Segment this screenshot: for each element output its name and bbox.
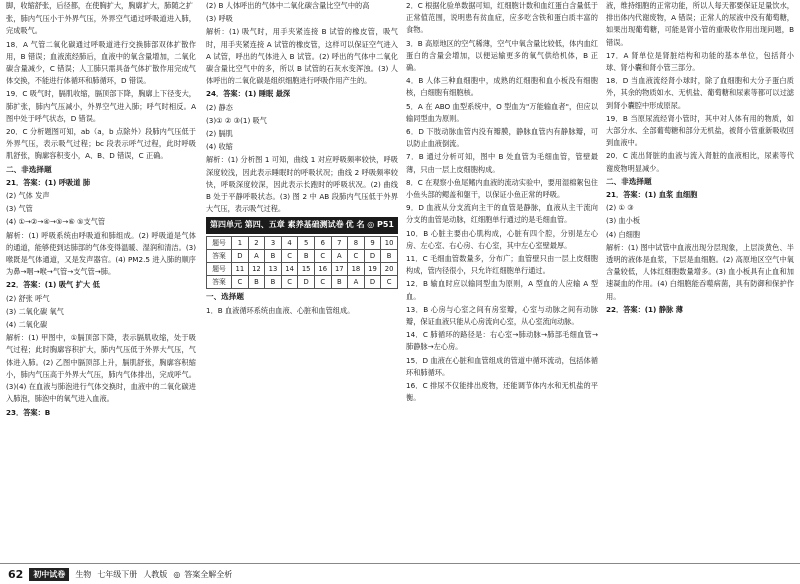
text-line: (2) ① ③ <box>606 203 634 213</box>
text-line: 16．C 排尿不仅能排出废物，还能调节体内水和无机盐的平衡。 <box>406 381 598 403</box>
grid-cell: 20 <box>381 263 398 276</box>
section-heading: 二、非选择题 <box>6 164 52 174</box>
text-line: (2) 气体 发声 <box>6 191 50 201</box>
footer-subject: 生物 <box>75 569 92 579</box>
answer-grid-row <box>207 276 398 289</box>
column-2 <box>206 0 398 562</box>
text-line: 解析：(1) 图中试管中血液出现分层现象，上层淡黄色、半透明的液体是血浆，下层是血细胞。(2) 高原地区空气中氧含量较低，人体红细胞数量增多。(3) 血小板具有止血和加速凝血的作用。(4) 白细胞能吞噬病菌，具有防御和保护作用。 <box>606 242 794 301</box>
text-line: 解析：(1) 分析图 1 可知，曲线 1 对应呼吸频率较快，呼吸深度较浅，因此表示睡眠时的呼吸状况；曲线 2 呼吸频率较快，呼吸深度较深，因此表示长跑时的呼吸状况。(2) 曲线 B 处于平静呼吸状态。(3) 图 2 中 AB 段肺内气压低于外界大气压，表示吸气过程。 <box>206 155 398 214</box>
text-line: 8．C 在观察小鱼尾鳍内血液的流动实验中，要用湿棉絮包住小鱼头部的鳃盖和躯干，以保证小鱼正常的呼吸。 <box>406 177 598 200</box>
answer-grid <box>206 236 398 290</box>
text-line: 张，肺内气压小于外界气压，外界空气通过呼吸道进入肺，完成吸气。 <box>6 14 196 36</box>
text-line: (2) B 人体呼出的气体中二氧化碳含量比空气中的高 <box>206 1 370 10</box>
text-line: (4) 收缩 <box>206 142 233 152</box>
text-line: (3) 呼吸 <box>206 14 233 24</box>
text-line: (3)① ② ③(1) 吸气 <box>206 115 267 125</box>
text-line: (4) ①→②→④→⑤→⑥ ⑤支气管 <box>6 217 106 227</box>
grid-cell: C <box>232 276 249 289</box>
text-line: 13．B 心房与心室之间有房室瓣，心室与动脉之间有动脉瓣，保证血液只能从心房流向心室，从心室流向动脉。 <box>406 304 598 327</box>
text-line: 11．C 毛细血管数量多，分布广；血管壁只由一层上皮细胞构成，管内径很小，只允许红细胞单行通过。 <box>406 254 598 276</box>
text-line: 解析：(1) 甲图中，①膈顶部下降，表示膈肌收缩，处于吸气过程；此时胸廓容积扩大，肺内气压低于外界大气压，气体进入肺。(2) 乙图中膈顶部上升，膈肌舒张，胸廓容积缩小，肺内气压高于外界大气压，肺内气体排出，完成呼气。(3)(4) 在血液与肺泡进行气体交换时，血液中的二氧化碳进入肺泡，肺泡中的氧气进入血液。 <box>6 333 196 404</box>
text-line: 解析：(1) 吸气时，用手夹紧连接 B 试管的橡皮管，吸气时，用手夹紧连接 A 试管的橡皮管，这样可以保证空气进入 A 试管，呼出的气体进入 B 试管。(2) 呼出的气体中二氧化碳含量比空气中的多，所以 B 试管的石灰水变浑浊。(3) 人体呼出的二氧化碳是组织细胞进行呼吸作用产生的。 <box>206 27 398 86</box>
grid-cell: C <box>381 276 398 289</box>
text-line: 解析：(1) 呼吸系统由呼吸道和肺组成。(2) 呼吸道是气体的通道，能够使到达肺部的气体变得温暖、湿润和清洁。(3) 喉既是气体通道，又是发声器官。(4) PM2.5 进入肺的顺序为鼻→咽→喉→气管→支气管→肺。 <box>6 230 196 277</box>
grid-cell: 答案 <box>207 249 232 262</box>
text-line: 脚，收缩舒张，后径都，在使胸扩大，胸廓扩大，肺随之扩 <box>6 1 193 10</box>
answer-grid-row <box>207 236 398 249</box>
grid-cell: 12 <box>248 263 265 276</box>
grid-cell: A <box>331 249 348 262</box>
text-line: (2) 膈肌 <box>206 129 233 139</box>
text-line: 5．A 在 ABO 血型系统中，O 型血为"万能输血者"，但应以输同型血为原则。 <box>406 101 598 123</box>
unit-test-title-bar <box>206 217 398 233</box>
grid-cell: 2 <box>248 236 265 249</box>
grid-cell: D <box>298 276 315 289</box>
grid-cell: B <box>381 249 398 262</box>
text-line: 20．C 流出肾脏的血液与流入肾脏的血液相比，尿素等代谢废物明显减少。 <box>606 151 794 173</box>
grid-cell: B <box>331 276 348 289</box>
text-line: 19．C 吸气时，膈肌收缩，膈顶部下降，胸廓上下径变大，肺扩张，肺内气压减小，外界空气进入肺；呼气时相反。A 图中处于呼气状态，D 错误。 <box>6 89 196 123</box>
grid-cell: 5 <box>298 236 315 249</box>
text-line: 2．C 根据化验单数据可知，红细胞计数和血红蛋白含量低于正常值范围，说明患有贫血症，应多吃含铁和蛋白质丰富的食物。 <box>406 1 598 35</box>
grid-cell: 3 <box>265 236 282 249</box>
text-line: (4) 二氧化碳 <box>6 320 48 330</box>
column-3 <box>406 0 598 562</box>
grid-cell: 16 <box>314 263 331 276</box>
answer-line: 22．答案：(1) 静脉 薄 <box>606 304 683 314</box>
grid-cell: D <box>232 249 249 262</box>
column-1 <box>6 0 196 562</box>
text-line: (3) 气管 <box>6 204 33 214</box>
text-line: (3) 血小板 <box>606 216 641 226</box>
answer-line: 24．答案：(1) 睡眠 最深 <box>206 89 291 99</box>
text-line: 19．B 当原尿流经肾小管时，其中对人体有用的物质，如大部分水、全部葡萄糖和部分无机盐，被肾小管重新吸收回到血液中。 <box>606 113 794 148</box>
answer-line: 21．答案：(1) 呼吸道 肺 <box>6 177 91 187</box>
text-line: 14．C 肺循环的路径是：右心室→肺动脉→肺部毛细血管→肺静脉→左心房。 <box>406 330 598 352</box>
footer-edition: 人教版 <box>143 569 168 579</box>
text-line: 20．C 分析题图可知，ab（a，b 点除外）段肺内气压低于外界气压，表示吸气过程；bc 段表示呼气过程，此时呼吸肌舒张，胸廓容积变小，A、B、D 错误，C 正确。 <box>6 127 196 161</box>
text-line: 15．D 血液在心脏和血管组成的管道中循环流动，包括体循环和肺循环。 <box>406 355 598 377</box>
grid-cell: C <box>348 249 365 262</box>
grid-cell: 17 <box>331 263 348 276</box>
grid-cell: B <box>248 276 265 289</box>
grid-cell: 题号 <box>207 263 232 276</box>
grid-cell: 19 <box>364 263 381 276</box>
text-line: 1．B 血液循环系统由血液、心脏和血管组成。 <box>206 305 355 315</box>
grid-cell: 13 <box>265 263 282 276</box>
grid-cell: 7 <box>331 236 348 249</box>
grid-cell: 14 <box>281 263 298 276</box>
grid-cell: 4 <box>281 236 298 249</box>
page-footer <box>0 563 800 584</box>
grid-cell: 6 <box>314 236 331 249</box>
answer-line: 22．答案：(1) 吸气 扩大 低 <box>6 280 100 290</box>
answer-line: 21．答案：(1) 血浆 血细胞 <box>606 190 698 200</box>
text-line: (3) 二氧化碳 氧气 <box>6 306 64 316</box>
text-line: 18．D 当血液流经肾小球时，除了血细胞和大分子蛋白质外，其余的物质如水、无机盐、葡萄糖和尿素等都可以过滤到肾小囊腔中形成原尿。 <box>606 76 794 110</box>
grid-cell: 11 <box>232 263 249 276</box>
text-line: 6．D 下肢动脉血管内没有瓣膜，静脉血管内有静脉瓣，可以防止血液倒流。 <box>406 127 598 149</box>
grid-cell: 题号 <box>207 236 232 249</box>
grid-cell: 9 <box>364 236 381 249</box>
section-heading: 二、非选择题 <box>606 176 652 186</box>
text-line: (2) 静态 <box>206 102 233 112</box>
answer-grid-row <box>207 263 398 276</box>
grid-cell: A <box>248 249 265 262</box>
grid-cell: 10 <box>381 236 398 249</box>
text-line: 18．A 气管二氧化碳通过呼吸道进行交换肺部双体扩散作用，B 错误；血液流经肺后，血液中的氧含量增加，二氧化碳含量减少，C 错误；人工肺只需具备气体扩散作用完成气体交换，不能进行体循环和肺循环，D 错误。 <box>6 39 196 86</box>
page-number: 62 <box>8 567 24 581</box>
grid-cell: C <box>281 276 298 289</box>
grid-cell: C <box>314 276 331 289</box>
section-heading: 一、选择题 <box>206 292 244 302</box>
grid-cell: B <box>298 249 315 262</box>
grid-cell: B <box>265 249 282 262</box>
bullet-icon: ◎ <box>173 569 181 579</box>
grid-cell: C <box>314 249 331 262</box>
grid-cell: B <box>265 276 282 289</box>
column-4 <box>606 0 794 562</box>
text-line: 12．B 输血时应以输同型血为原则，A 型血的人应输 A 型血。 <box>406 279 598 301</box>
grid-cell: A <box>348 276 365 289</box>
text-line: 17．A 肾单位是肾脏结构和功能的基本单位，包括肾小球、肾小囊和肾小管三部分。 <box>606 50 794 73</box>
unit-test-note: 优 名 ◎ P51 <box>345 220 394 230</box>
grid-cell: 18 <box>348 263 365 276</box>
text-line: 7．B 通过分析可知，图中 B 处血管为毛细血管，管壁最薄，只由一层上皮细胞构成。 <box>406 152 598 174</box>
grid-cell: 1 <box>232 236 249 249</box>
answer-grid-row <box>207 249 398 262</box>
text-line: 9．D 血液从分支流向主干的血管是静脉，血液从主干流向分支的血管是动脉，红细胞单行通过的是毛细血管。 <box>406 203 598 225</box>
answer-line: 23．答案：B <box>6 407 51 417</box>
grid-cell: 答案 <box>207 276 232 289</box>
text-line: (4) 白细胞 <box>606 229 641 239</box>
grid-cell: 15 <box>298 263 315 276</box>
text-line: 液，维持细胞的正常功能，所以人每天都要保证足量饮水，排出体内代谢废物，A 错误；正常人的尿液中没有葡萄糖，如果出现葡萄糖，可能是肾小管的重吸收作用出现问题，B 错误。 <box>606 1 794 47</box>
text-line: 3．B 高原地区的空气稀薄，空气中氧含量比较低，体内血红蛋白的含量会增加，以便运输更多的氧气供给机体，B 正确。 <box>406 38 598 73</box>
grid-cell: D <box>364 276 381 289</box>
footer-grade: 七年级下册 <box>97 569 138 579</box>
grid-cell: C <box>281 249 298 262</box>
text-line: (2) 舒张 呼气 <box>6 293 50 303</box>
footer-series: 答案全解全析 <box>184 569 233 579</box>
text-line: 10．B 心脏主要由心肌构成，心脏有四个腔，分别是左心房、左心室、右心房、右心室，其中左心室壁最厚。 <box>406 228 598 250</box>
unit-test-title: 第四单元 第四、五章 素养基础测试卷 <box>210 220 344 230</box>
grid-cell: 8 <box>348 236 365 249</box>
brand-badge: 初中试卷 <box>29 568 69 581</box>
text-line: 4．B 人体三种血细胞中，成熟的红细胞和血小板没有细胞核，白细胞有细胞核。 <box>406 76 598 98</box>
grid-cell: D <box>364 249 381 262</box>
